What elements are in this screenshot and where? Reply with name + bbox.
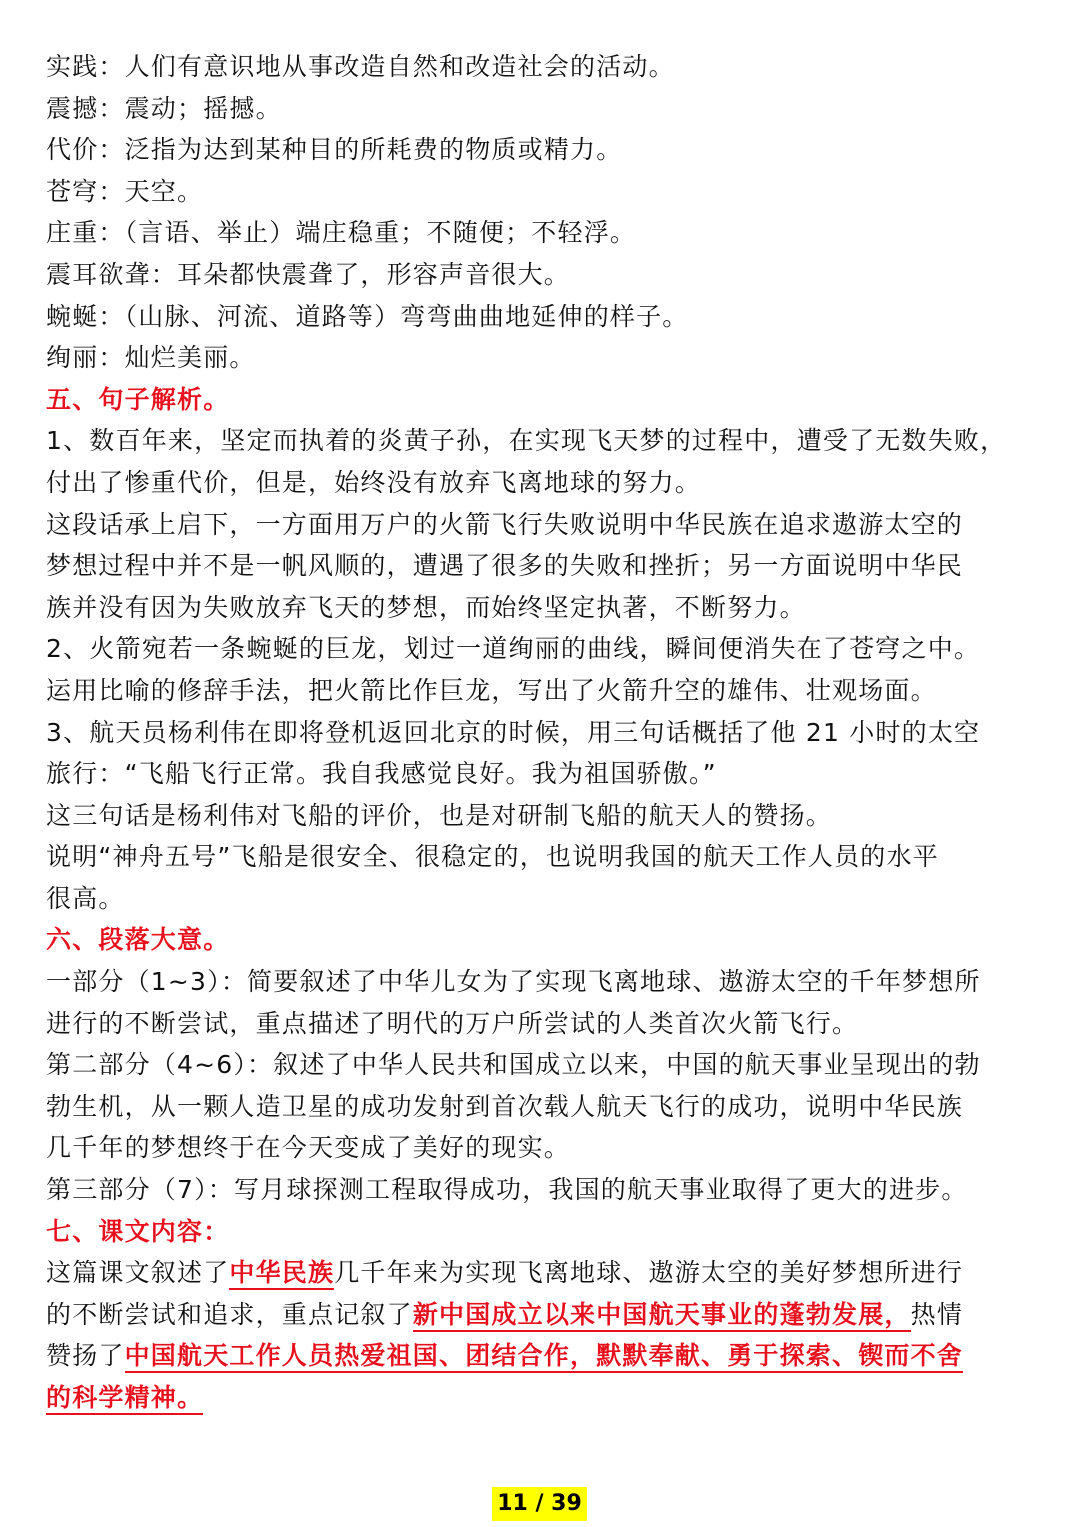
paragraph-line: 梦想过程中并不是一帆风顺的，遭遇了很多的失败和挫折；另一方面说明中华民 [46, 551, 964, 581]
paragraph-line [46, 1335, 1036, 1377]
vocab-line: 庄重：（言语、举止）端庄稳重；不随便；不轻浮。 [46, 218, 637, 248]
section-heading-sentence-analysis: 五、句子解析。 [46, 384, 230, 414]
plain-text: 几千年来为实现飞离地球、遨游太空的美好梦想所进行 [334, 1258, 964, 1288]
vocab-line: 蜿蜒：（山脉、河流、道路等）弯弯曲曲地延伸的样子。 [46, 301, 689, 331]
vocab-line: 震耳欲聋：耳朵都快震聋了，形容声音很大。 [46, 259, 571, 289]
paragraph-line: 第三部分（7）：写月球探测工程取得成功，我国的航天事业取得了更大的进步。 [46, 1175, 968, 1205]
highlighted-text: 中国航天工作人员热爱祖国、团结合作，默默奉献、勇于探索、锲而不舍 [125, 1341, 963, 1373]
vocab-line: 代价：泛指为达到某种目的所耗费的物质或精力。 [46, 135, 623, 165]
paragraph-line: 第二部分（4~6）：叙述了中华人民共和国成立以来，中国的航天事业呈现出的勃 [46, 1050, 981, 1080]
paragraph-line: 勃生机，从一颗人造卫星的成功发射到首次载人航天飞行的成功，说明中华民族 [46, 1091, 964, 1121]
paragraph-line: 这三句话是杨利伟对飞船的评价，也是对研制飞船的航天人的赞扬。 [46, 800, 833, 830]
paragraph-line: 族并没有因为失败放弃飞天的梦想，而始终坚定执著，不断努力。 [46, 592, 806, 622]
paragraph-line: 一部分（1~3）：简要叙述了中华儿女为了实现飞离地球、遨游太空的千年梦想所 [46, 967, 981, 997]
paragraph-line: 这段话承上启下，一方面用万户的火箭飞行失败说明中华民族在追求遨游太空的 [46, 509, 964, 539]
highlighted-text: 的科学精神。 [46, 1383, 203, 1415]
highlighted-text: 新中国成立以来中国航天事业的蓬勃发展， [413, 1300, 911, 1332]
plain-text: 热情 [910, 1299, 964, 1329]
highlighted-text: 中华民族 [229, 1258, 334, 1290]
paragraph-line: 说明“神舟五号”飞船是很安全、很稳定的，也说明我国的航天工作人员的水平 [46, 842, 939, 872]
vocab-line: 苍穹：天空。 [46, 176, 204, 206]
plain-text: 的不断尝试和追求，重点记叙了 [46, 1299, 413, 1329]
paragraph-line: 1、数百年来，坚定而执着的炎黄子孙，在实现飞天梦的过程中，遭受了无数失败， [46, 426, 1007, 456]
paragraph-line [46, 1377, 1036, 1419]
page-number: 11 / 39 [492, 1487, 587, 1521]
vocab-line: 实践：人们有意识地从事改造自然和改造社会的活动。 [46, 52, 675, 81]
paragraph-line [46, 1252, 1036, 1294]
vocab-line: 震撼：震动；摇撼。 [46, 93, 282, 123]
vocab-line: 绚丽：灿烂美丽。 [46, 343, 256, 373]
paragraph-line: 运用比喻的修辞手法，把火箭比作巨龙，写出了火箭升空的雄伟、壮观场面。 [46, 675, 937, 705]
paragraph-line: 3、航天员杨利伟在即将登机返回北京的时候，用三句话概括了他 21 小时的太空 [46, 717, 981, 747]
document-page [46, 46, 1036, 1419]
paragraph-line: 付出了惨重代价，但是，始终没有放弃飞离地球的努力。 [46, 467, 702, 497]
plain-text: 赞扬了 [46, 1341, 125, 1371]
section-heading-paragraph-summary: 六、段落大意。 [46, 925, 230, 955]
plain-text: 这篇课文叙述了 [46, 1258, 230, 1288]
paragraph-line: 2、火箭宛若一条蜿蜒的巨龙，划过一道绚丽的曲线，瞬间便消失在了苍穹之中。 [46, 634, 981, 664]
paragraph-line: 进行的不断尝试，重点描述了明代的万户所尝试的人类首次火箭飞行。 [46, 1008, 859, 1038]
paragraph-line: 几千年的梦想终于在今天变成了美好的现实。 [46, 1133, 571, 1163]
paragraph-line: 旅行：“飞船飞行正常。我自我感觉良好。我为祖国骄傲。” [46, 759, 717, 789]
paragraph-line: 很高。 [46, 883, 125, 913]
section-heading-text-content: 七、课文内容： [46, 1216, 230, 1246]
paragraph-line [46, 1294, 1036, 1336]
